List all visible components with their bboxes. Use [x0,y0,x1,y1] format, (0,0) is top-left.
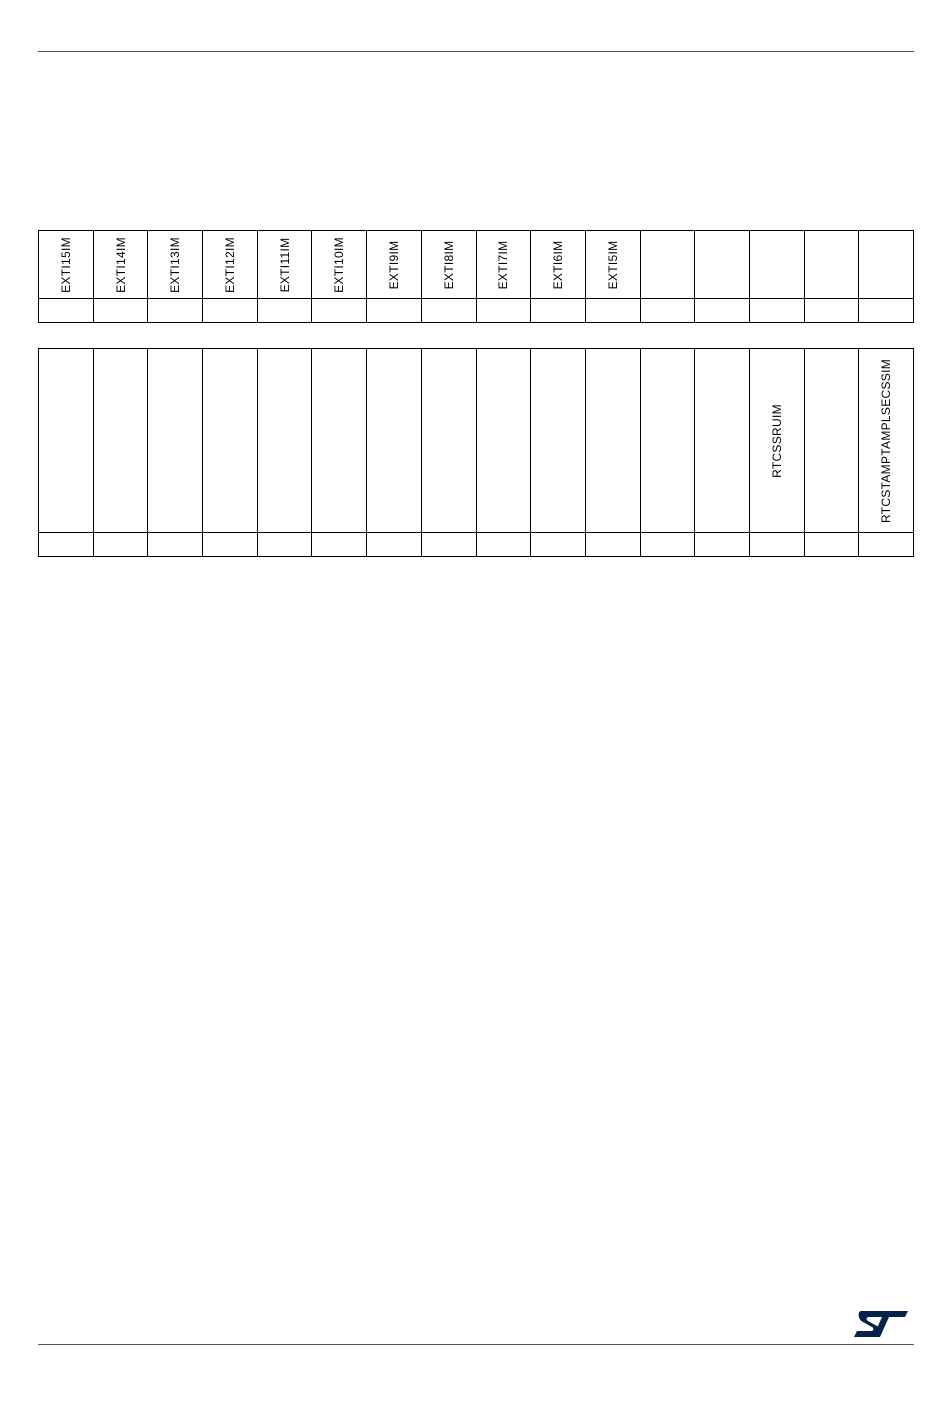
bit-field-cell [312,349,367,533]
bit-field-cell [148,231,203,299]
bit-access-cell [749,533,804,557]
bit-field-name: RTCSSRUIM [769,403,784,478]
bit-field-cell [39,231,94,299]
bit-field-cell [531,231,586,299]
bit-access-cell [257,299,312,323]
bit-access-cell [93,299,148,323]
bit-access-cell [859,533,914,557]
bit-access-cell [93,533,148,557]
bit-field-cell [476,349,531,533]
bit-access-cell [367,533,422,557]
bit-field-cell [695,231,750,299]
bit-access-cell [695,299,750,323]
bit-access-cell [421,299,476,323]
bit-access-cell [585,533,640,557]
bit-field-cell [585,349,640,533]
bit-access-cell [585,299,640,323]
bit-field-name: EXTI12IM [222,236,237,293]
bit-field-cell [367,349,422,533]
bit-field-name: RTCSTAMPTAMPLSECSSIM [879,358,894,523]
bit-field-cell [312,231,367,299]
bit-field-name: EXTI5IM [605,240,620,289]
bit-access-cell [749,299,804,323]
field-value-row [39,299,914,323]
bit-field-name: EXTI6IM [551,240,566,289]
bit-field-name: EXTI10IM [332,236,347,293]
bit-access-cell [39,299,94,323]
bit-field-cell [367,231,422,299]
bit-field-cell [804,349,859,533]
bit-field-cell [93,349,148,533]
bit-access-cell [148,299,203,323]
bit-field-cell [203,349,258,533]
bit-field-cell [476,231,531,299]
bit-field-name: EXTI14IM [113,236,128,293]
bit-access-cell [695,533,750,557]
bit-access-cell [203,299,258,323]
bit-field-cell [203,231,258,299]
bit-access-cell [531,533,586,557]
bit-field-name: EXTI11IM [277,237,292,292]
footer-rule [38,1344,914,1345]
bit-access-cell [859,299,914,323]
bit-access-cell [804,299,859,323]
bit-field-cell [585,231,640,299]
st-logo [853,1309,909,1339]
bit-access-cell [640,533,695,557]
bit-field-cell [421,349,476,533]
bit-access-cell [804,533,859,557]
bit-access-cell [312,299,367,323]
bit-field-cell [39,349,94,533]
bit-field-cell [640,231,695,299]
bit-field-name: EXTI15IM [58,236,73,293]
bit-access-cell [476,533,531,557]
bit-access-cell [148,533,203,557]
bit-field-name: EXTI13IM [168,236,183,293]
bit-field-cell [859,349,914,533]
st-logo-mark [854,1311,908,1337]
bit-field-cell [148,349,203,533]
bit-access-cell [421,533,476,557]
bit-field-cell [640,349,695,533]
bit-field-name: EXTI7IM [496,240,511,289]
bit-field-cell [749,349,804,533]
bit-field-cell [93,231,148,299]
bit-field-cell [804,231,859,299]
field-name-row [39,231,914,299]
field-name-row [39,349,914,533]
bit-field-cell [749,231,804,299]
bit-access-cell [39,533,94,557]
bit-access-cell [476,299,531,323]
header-rule [38,51,914,52]
bit-access-cell [203,533,258,557]
bit-field-cell [695,349,750,533]
bit-field-cell [257,349,312,533]
field-value-row [39,533,914,557]
register-table-upper [38,230,914,323]
bit-field-name: EXTI8IM [441,240,456,289]
register-table-lower [38,348,914,557]
bit-access-cell [257,533,312,557]
bit-field-cell [859,231,914,299]
bit-access-cell [640,299,695,323]
bit-field-name: EXTI9IM [386,240,401,289]
bit-field-cell [531,349,586,533]
bit-field-cell [257,231,312,299]
bit-field-cell [421,231,476,299]
bit-access-cell [531,299,586,323]
bit-access-cell [367,299,422,323]
bit-access-cell [312,533,367,557]
